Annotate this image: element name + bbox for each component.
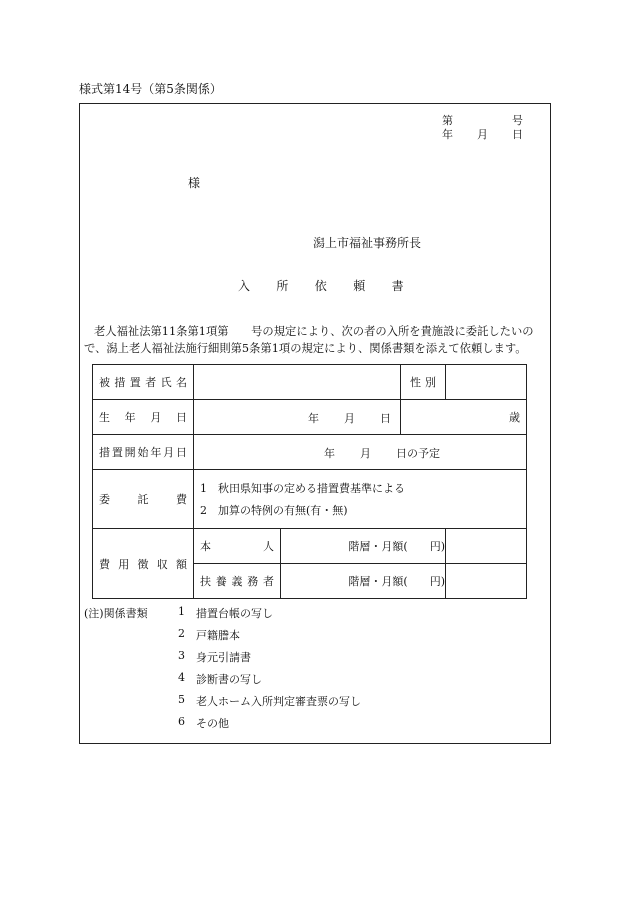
- date-year-label: 年: [442, 128, 453, 141]
- fee-label: 委託費: [99, 493, 187, 506]
- form-table: [92, 364, 527, 599]
- body-text-line-2: で、潟上老人福祉法施行細則第5条第1項の規定により、関係書類を添えて依頼します。: [84, 342, 527, 355]
- sex-label-cell: [401, 365, 446, 400]
- dob-year-unit: 年: [308, 412, 319, 425]
- self-amount-text: 階層・月額( 円): [348, 540, 445, 553]
- note-text: 身元引請書: [196, 651, 251, 664]
- start-day-unit: 日の予定: [396, 447, 440, 460]
- self-amount-field[interactable]: [281, 529, 446, 564]
- fee-label-cell: [93, 470, 194, 529]
- note-text: 戸籍謄本: [196, 629, 240, 642]
- support-blank-cell: [446, 564, 527, 599]
- document-number-prefix: 第: [442, 114, 453, 127]
- date-month-label: 月: [477, 128, 488, 141]
- dob-label-cell: [93, 400, 194, 435]
- start-year-unit: 年: [324, 447, 335, 460]
- collection-row-self: [93, 529, 527, 564]
- fee-row: [93, 470, 527, 529]
- form-number-label: 様式第14号（第5条関係）: [79, 82, 222, 96]
- note-number: 6: [178, 715, 185, 728]
- age-field[interactable]: [401, 400, 527, 435]
- note-number: 5: [178, 693, 185, 706]
- support-label-cell: [194, 564, 281, 599]
- note-number: 1: [178, 605, 185, 618]
- sex-label: 性別: [410, 376, 436, 389]
- name-field[interactable]: [194, 365, 401, 400]
- support-amount-field[interactable]: [281, 564, 446, 599]
- note-text: 診断書の写し: [196, 673, 262, 686]
- fee-field: [194, 470, 527, 529]
- name-label-cell: [93, 365, 194, 400]
- body-text-line-1: 老人福祉法第11条第1項第 号の規定により、次の者の入所を貴施設に委託したいの: [94, 325, 534, 338]
- sender-title: 潟上市福祉事務所長: [313, 236, 422, 250]
- document-title: 入所依頼書: [238, 279, 431, 293]
- age-unit: 歳: [509, 411, 520, 424]
- document-number-suffix: 号: [512, 114, 523, 127]
- sex-field[interactable]: [446, 365, 527, 400]
- self-label-cell: [194, 529, 281, 564]
- fee-item-2: 2 加算の特例の有無(有・無): [200, 504, 348, 517]
- collection-label-cell: [93, 529, 194, 599]
- dob-label: 生年月日: [99, 411, 187, 424]
- note-number: 4: [178, 671, 185, 684]
- start-date-label: 措置開始年月日: [99, 446, 187, 459]
- date-day-label: 日: [512, 128, 523, 141]
- start-date-field[interactable]: [194, 435, 527, 470]
- dob-row: [93, 400, 527, 435]
- name-row: [93, 365, 527, 400]
- dob-month-unit: 月: [344, 412, 355, 425]
- support-label: 扶養義務者: [200, 575, 274, 588]
- dob-field[interactable]: [194, 400, 401, 435]
- name-label: 被措置者氏名: [99, 376, 187, 389]
- note-number: 3: [178, 649, 185, 662]
- self-blank-cell: [446, 529, 527, 564]
- notes-heading: (注)関係書類: [84, 607, 148, 620]
- note-text: その他: [196, 717, 229, 730]
- self-label: 本人: [200, 540, 274, 553]
- addressee-honorific: 様: [188, 176, 201, 190]
- start-label-cell: [93, 435, 194, 470]
- support-amount-text: 階層・月額( 円): [348, 575, 445, 588]
- start-date-row: [93, 435, 527, 470]
- note-text: 措置台帳の写し: [196, 607, 273, 620]
- note-number: 2: [178, 627, 185, 640]
- start-month-unit: 月: [360, 447, 371, 460]
- collection-label: 費用徴収額: [99, 557, 187, 571]
- fee-item-1: 1 秋田県知事の定める措置費基準による: [200, 482, 405, 495]
- dob-day-unit: 日: [380, 412, 391, 425]
- note-text: 老人ホーム入所判定審査票の写し: [196, 695, 361, 708]
